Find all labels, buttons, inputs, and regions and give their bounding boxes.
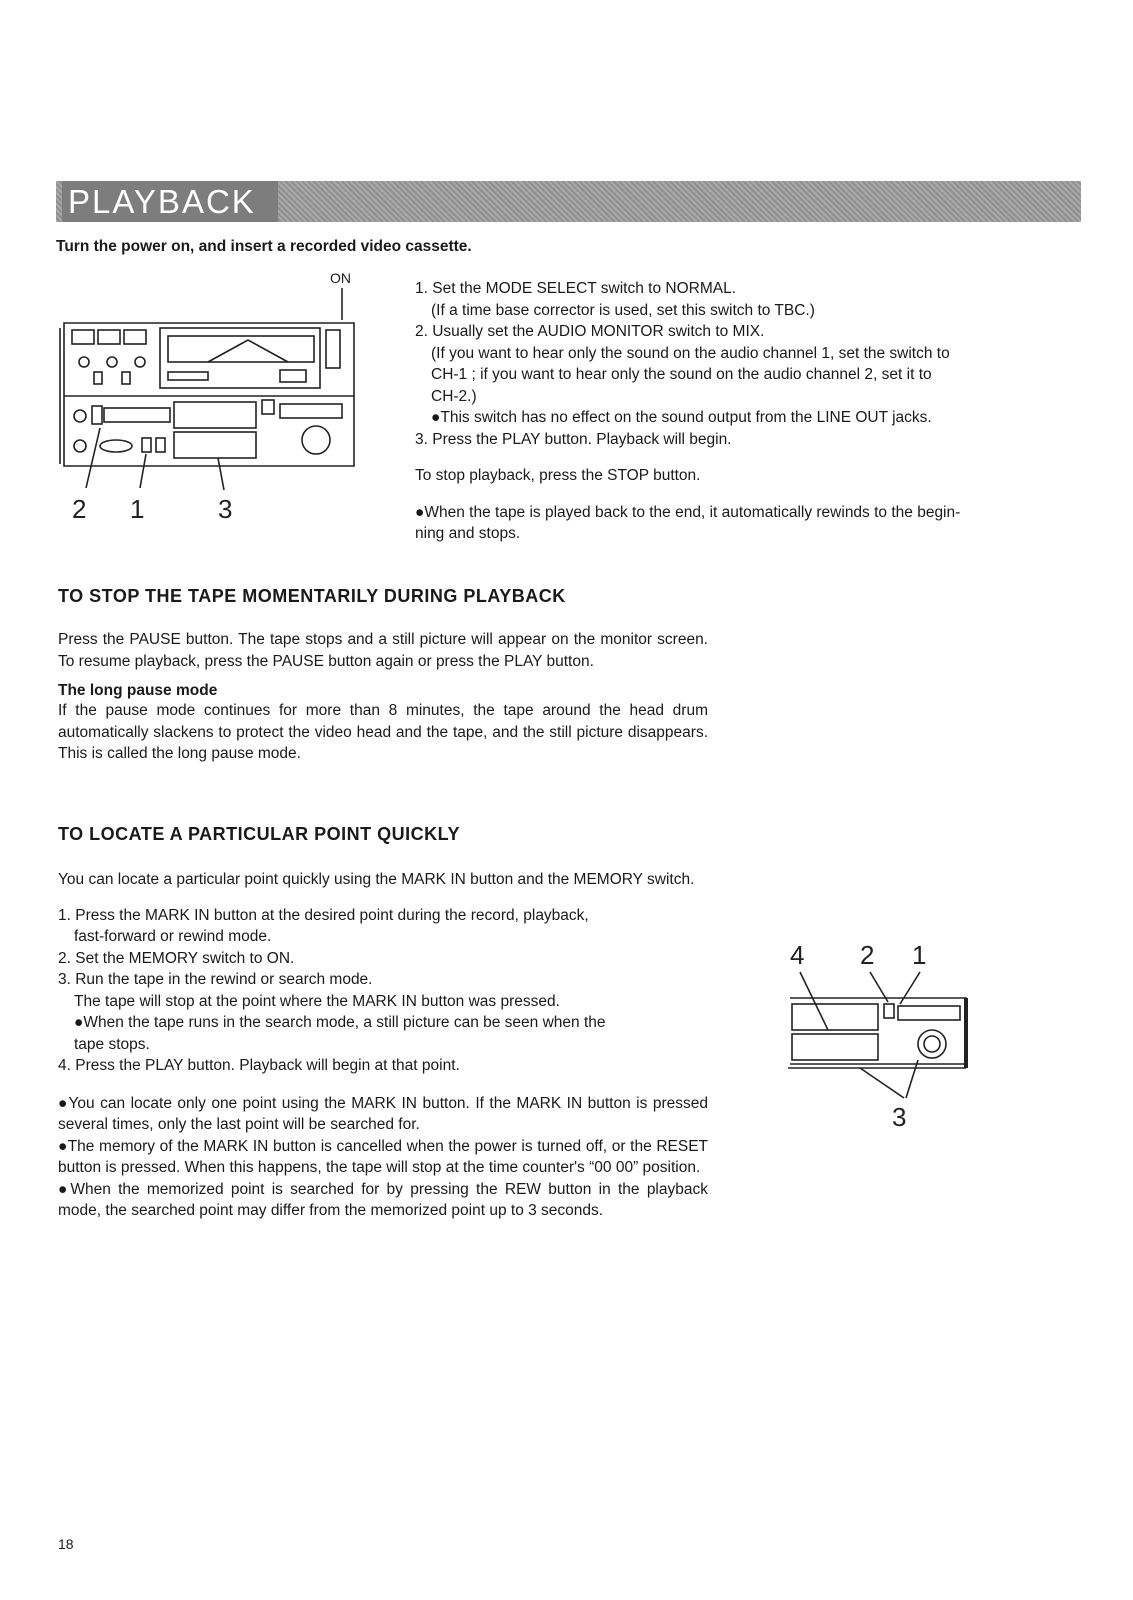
- locate-note-1: ●You can locate only one point using the MARK IN button. If the MARK IN button is pressed several times, only the last point will be searched for.: [58, 1094, 708, 1133]
- step-2: 2. Usually set the AUDIO MONITOR switch to MIX.: [415, 323, 765, 340]
- locate-step-3-bullet-a: ●When the tape runs in the search mode, a still picture can be seen when the: [74, 1014, 606, 1031]
- step-1-note: (If a time base corrector is used, set this switch to TBC.): [431, 301, 815, 319]
- rewind-note-2: ning and stops.: [415, 525, 521, 542]
- intro-text: Turn the power on, and insert a recorded video cassette.: [56, 238, 472, 255]
- step-2-note-3: CH-2.): [431, 387, 477, 405]
- step-1: 1. Set the MODE SELECT switch to NORMAL.: [415, 280, 737, 297]
- page-number: 18: [58, 1536, 74, 1552]
- callout-1b: 1: [912, 940, 927, 970]
- locate-step-4: 4. Press the PLAY button. Playback will begin at that point.: [58, 1057, 460, 1074]
- pause-text: Press the PAUSE button. The tape stops and a still picture will appear on the monitor screen. To resume playback, press the PAUSE button again or press the PLAY button.: [58, 631, 708, 670]
- locate-step-1a: 1. Press the MARK IN button at the desired point during the record, playback,: [58, 906, 589, 924]
- step-2-bullet: ●This switch has no effect on the sound output from the LINE OUT jacks.: [431, 409, 932, 426]
- counter-panel-figure: [788, 940, 998, 1140]
- counter-panel-drawing: [788, 940, 998, 1140]
- step-2-note-1: (If you want to hear only the sound on the audio channel 1, set the switch to: [431, 344, 950, 362]
- locate-notes: [58, 1093, 708, 1222]
- callout-4: 4: [790, 940, 805, 970]
- locate-heading: TO LOCATE A PARTICULAR POINT QUICKLY: [58, 824, 461, 844]
- pause-heading: TO STOP THE TAPE MOMENTARILY DURING PLAYBACK: [58, 586, 566, 606]
- callout-2b: 2: [860, 940, 875, 970]
- locate-steps: [58, 905, 708, 1077]
- long-pause-subheading: The long pause mode: [58, 682, 218, 699]
- long-pause-text: If the pause mode continues for more than 8 minutes, the tape around the head drum automatically slackens to protect the video head and the tape, and the still picture disappears. This is called the long pause mode.: [58, 702, 708, 762]
- on-label: ON: [330, 270, 351, 286]
- locate-step-3-bullet-b: tape stops.: [74, 1035, 150, 1053]
- locate-step-1b: fast-forward or rewind mode.: [74, 928, 272, 945]
- stop-note: To stop playback, press the STOP button.: [415, 467, 701, 484]
- callout-1: 1: [130, 494, 145, 524]
- step-3: 3. Press the PLAY button. Playback will begin.: [415, 430, 732, 448]
- playback-steps: [415, 278, 1080, 545]
- vcr-panel-drawing: [58, 268, 358, 536]
- locate-step-3-note: The tape will stop at the point where the MARK IN button was pressed.: [74, 992, 560, 1010]
- callout-2: 2: [72, 494, 87, 524]
- callout-3: 3: [218, 494, 233, 524]
- locate-step-3: 3. Run the tape in the rewind or search mode.: [58, 971, 373, 988]
- locate-note-2: ●The memory of the MARK IN button is cancelled when the power is turned off, or the RESET button is pressed. When this happens, the tape will stop at the time counter's “00 00” position.: [58, 1137, 708, 1176]
- callout-3b: 3: [892, 1102, 907, 1132]
- locate-note-3: ●When the memorized point is searched for by pressing the REW button in the playback mode, the searched point may differ from the memorized point up to 3 seconds.: [58, 1180, 708, 1219]
- locate-section: [58, 824, 708, 1222]
- step-2-note-2: CH-1 ; if you want to hear only the sound on the audio channel 2, set it to: [431, 366, 932, 383]
- locate-intro: You can locate a particular point quickly using the MARK IN button and the MEMORY switch.: [58, 871, 695, 888]
- locate-step-2: 2. Set the MEMORY switch to ON.: [58, 949, 295, 967]
- pause-section: [58, 586, 708, 765]
- page-title: PLAYBACK: [62, 181, 278, 222]
- rewind-note-1: ●When the tape is played back to the end, it automatically rewinds to the begin-: [415, 503, 961, 521]
- vcr-front-panel-figure: [58, 268, 358, 536]
